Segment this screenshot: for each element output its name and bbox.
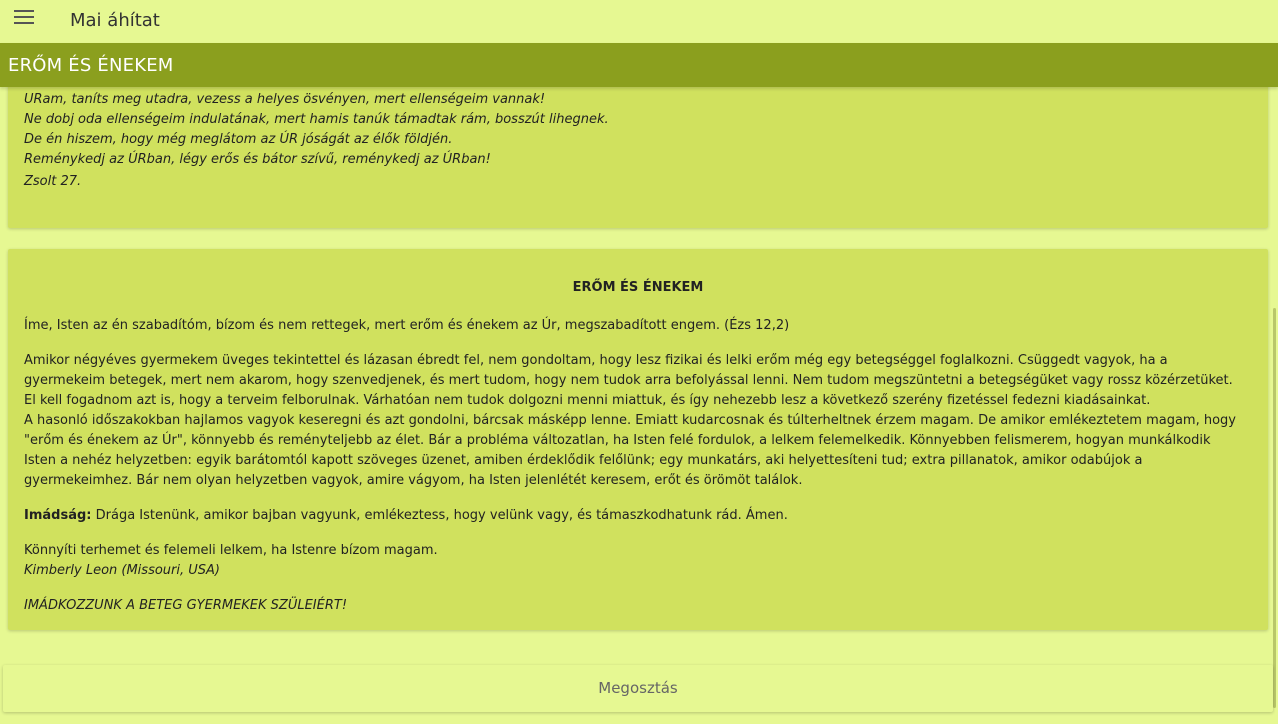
scrollbar[interactable]	[1273, 308, 1276, 708]
prayer-label: Imádság:	[24, 508, 92, 523]
psalm-reference: Zsolt 27.	[24, 174, 82, 189]
psalm-text	[24, 70, 609, 192]
devotion-author: Kimberly Leon (Missouri, USA)	[24, 563, 220, 578]
psalm-line: Ne dobj oda ellenségeim indulatának, mert hamis tanúk támadtak rám, bosszút lihegnek.	[24, 112, 609, 127]
prayer-text: Drága Istenünk, amikor bajban vagyunk, emlékeztess, hogy velünk vagy, és támaszkodhatunk rád. Ámen.	[91, 508, 788, 523]
devotion-title: ERŐM ÉS ÉNEKEM	[572, 280, 704, 295]
devotion-paragraph: Amikor négyéves gyermekem üveges tekintettel és lázasan ébredt fel, nem gondoltam, hogy lesz fizikai és lelki erőm még egy betegséggel foglalkozni. Csüggedt vagyok, ha a gyermekeim betegek, mert nem akarom, hogy szenvedjenek, és mert tudom, hogy nem tudok arra befolyással lenni. Nem tudom megszüntetni a betegségüket vagy rossz közérzetüket. El kell fogadnom azt is, hogy a terveim felborulnak. Várhatóan nem tudok dolgozni menni miattuk, és így nehezebb lesz a következő szerény fizetéssel fedezni kiadásainkat.	[24, 353, 1233, 408]
app-title: Mai áhítat	[70, 10, 160, 31]
app-bar	[0, 0, 1278, 44]
devotion-body	[24, 351, 1244, 491]
psalm-line: De én hiszem, hogy még meglátom az ÚR jóságát az élők földjén.	[24, 132, 453, 147]
psalm-line: URam, taníts meg utadra, vezess a helyes ösvényen, mert ellenségeim vannak!	[24, 92, 546, 107]
devotion-prayer	[24, 506, 1244, 526]
devotion-closing: Könnyíti terhemet és felemeli lelkem, ha Istenre bízom magam.	[24, 543, 438, 558]
content-scroll-area[interactable]	[0, 43, 1278, 724]
devotion-paragraph: A hasonló időszakokban hajlamos vagyok keseregni és azt gondolni, bárcsak másképp lenne. Emiatt kudarcosnak és túlterheltnek érzem magam. De amikor emlékeztetem magam, hogy "erőm és énekem az Úr", könnyebb és reményteljebb az élet. Bár a probléma változatlan, ha Isten felé fordulok, a lelkem felemelkedik. Könnyebben felismerem, hogyan munkálkodik Isten a nehéz helyzetben: egyik barátomtól kapott szöveges üzenet, amiben érdeklődik felőlünk; egy munkatárs, aki helyettesíteni tud; extra pillanatok, amikor odabújok a gyermekeimhez. Bár nem olyan helyzetben vagyok, amire vágyom, ha Isten jelenlétét keresem, erőt és örömöt találok.	[24, 413, 1237, 488]
devotion-card	[8, 249, 1268, 630]
section-header-bar	[0, 43, 1278, 87]
share-button[interactable]: Megosztás	[3, 665, 1273, 712]
psalm-line: Reménykedj az ÚRban, légy erős és bátor szívű, reménykedj az ÚRban!	[24, 152, 491, 167]
section-title: ERŐM ÉS ÉNEKEM	[8, 55, 174, 76]
hamburger-menu-icon[interactable]	[14, 10, 34, 28]
devotion-verse: Íme, Isten az én szabadítóm, bízom és nem rettegek, mert erőm és énekem az Úr, megszabadított engem. (Ézs 12,2)	[24, 318, 790, 333]
prayer-appeal: IMÁDKOZZUNK A BETEG GYERMEKEK SZÜLEIÉRT!	[24, 598, 348, 613]
